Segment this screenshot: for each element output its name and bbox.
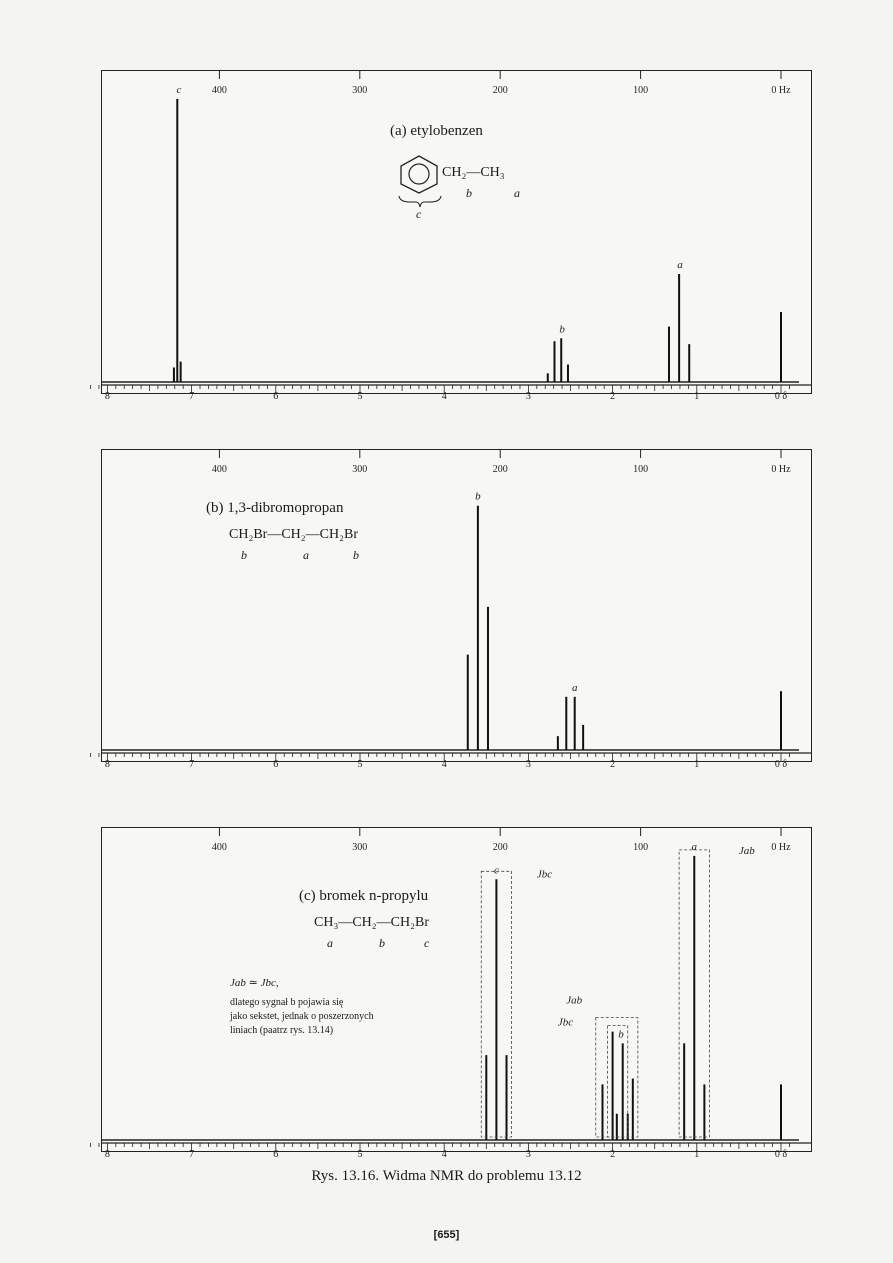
ppm-tick-label: 5 <box>357 391 363 402</box>
spectrum-plot-b <box>102 450 811 770</box>
coupling-label: Jab <box>738 844 755 857</box>
formula-label-c-0: a <box>327 936 333 950</box>
ppm-tick-label: 1 <box>694 391 700 402</box>
formula-c: CH₃—CH₂—CH₂Br <box>314 915 429 930</box>
formula-label-a-1: a <box>514 186 520 200</box>
figure-caption: Rys. 13.16. Widma NMR do problemu 13.12 <box>311 1168 582 1184</box>
panel-title-c: (c) bromek n-propylu <box>299 888 429 904</box>
coupling-note-title: Jab ≃ Jbc, <box>230 977 279 989</box>
hz-tick-label: 100 <box>633 842 649 853</box>
ppm-tick-label: 0 δ <box>774 391 788 402</box>
ring-label: c <box>416 207 422 221</box>
peak-label: b <box>559 323 565 336</box>
hz-tick-label: 300 <box>352 85 368 96</box>
formula-a: CH₂—CH₃ <box>442 165 505 180</box>
hz-tick-label: 400 <box>211 842 227 853</box>
hz-tick-label: 0 Hz <box>771 464 791 475</box>
hz-tick-label: 200 <box>492 464 508 475</box>
formula-b: CH₂Br—CH₂—CH₂Br <box>229 527 358 542</box>
spectrum-panel-c <box>101 827 812 1160</box>
hz-tick-label: 300 <box>352 464 368 475</box>
coupling-note-line-3: liniach (paatrz rys. 13.14) <box>230 1025 334 1036</box>
formula-label-c-2: c <box>424 936 430 950</box>
peak-label: b <box>618 1028 624 1041</box>
hz-tick-label: 100 <box>633 85 649 96</box>
ppm-tick-label: 8 <box>104 1149 110 1160</box>
spectrum-panel-a <box>101 70 812 402</box>
benzene-ring-icon <box>396 153 442 193</box>
ppm-tick-label: 4 <box>441 1149 447 1160</box>
ppm-tick-label: 7 <box>189 391 195 402</box>
ppm-tick-label: 0 δ <box>774 1149 788 1160</box>
hz-tick-label: 200 <box>492 85 508 96</box>
hz-tick-label: 100 <box>633 464 649 475</box>
ppm-tick-label: 0 δ <box>774 759 788 770</box>
formula-label-b-0: b <box>241 548 247 562</box>
peak-label: c <box>493 864 499 877</box>
ppm-tick-label: 8 <box>104 759 110 770</box>
coupling-note-line-1: dlatego sygnał b pojawia się <box>230 997 344 1008</box>
peak-label: c <box>176 83 182 96</box>
ppm-tick-label: 2 <box>610 391 616 402</box>
ppm-tick-label: 4 <box>441 391 447 402</box>
ppm-tick-label: 5 <box>357 1149 363 1160</box>
ppm-tick-label: 8 <box>104 391 110 402</box>
hz-tick-label: 0 Hz <box>771 85 791 96</box>
coupling-label: Jbc <box>557 1016 574 1029</box>
peak-label: a <box>677 259 683 272</box>
ppm-tick-label: 5 <box>357 759 363 770</box>
ppm-tick-label: 2 <box>610 1149 616 1160</box>
ppm-tick-label: 6 <box>273 1149 279 1160</box>
formula-label-b-1: a <box>303 548 309 562</box>
hz-tick-label: 0 Hz <box>771 842 791 853</box>
peak-label: a <box>571 681 578 694</box>
ppm-tick-label: 3 <box>525 759 531 770</box>
hz-tick-label: 300 <box>352 842 368 853</box>
ppm-tick-label: 6 <box>273 391 279 402</box>
coupling-label: Jab <box>566 994 583 1007</box>
ppm-tick-label: 6 <box>273 759 279 770</box>
spectrum-plot-a <box>102 71 811 402</box>
coupling-note-line-2: jako sekstet, jednak o poszerzonych <box>230 1011 374 1022</box>
peak-label: a <box>691 840 698 853</box>
ppm-tick-label: 1 <box>694 759 700 770</box>
panel-title-b: (b) 1,3-dibromopropan <box>206 500 344 516</box>
ppm-tick-label: 7 <box>189 1149 195 1160</box>
panel-title-a: (a) etylobenzen <box>390 123 483 139</box>
formula-label-c-1: b <box>379 936 385 950</box>
peak-label: b <box>475 490 481 503</box>
formula-label-a-0: b <box>466 186 472 200</box>
ppm-tick-label: 2 <box>610 759 616 770</box>
hz-tick-label: 200 <box>492 842 508 853</box>
ppm-tick-label: 3 <box>525 1149 531 1160</box>
spectrum-panel-b <box>101 449 812 770</box>
formula-label-b-2: b <box>353 548 359 562</box>
ppm-tick-label: 1 <box>694 1149 700 1160</box>
hz-tick-label: 400 <box>211 85 227 96</box>
hz-tick-label: 400 <box>211 464 227 475</box>
ppm-tick-label: 4 <box>441 759 447 770</box>
coupling-label: Jbc <box>536 868 553 881</box>
page-number: [655] <box>433 1229 460 1241</box>
ppm-tick-label: 7 <box>189 759 195 770</box>
ppm-tick-label: 3 <box>525 391 531 402</box>
